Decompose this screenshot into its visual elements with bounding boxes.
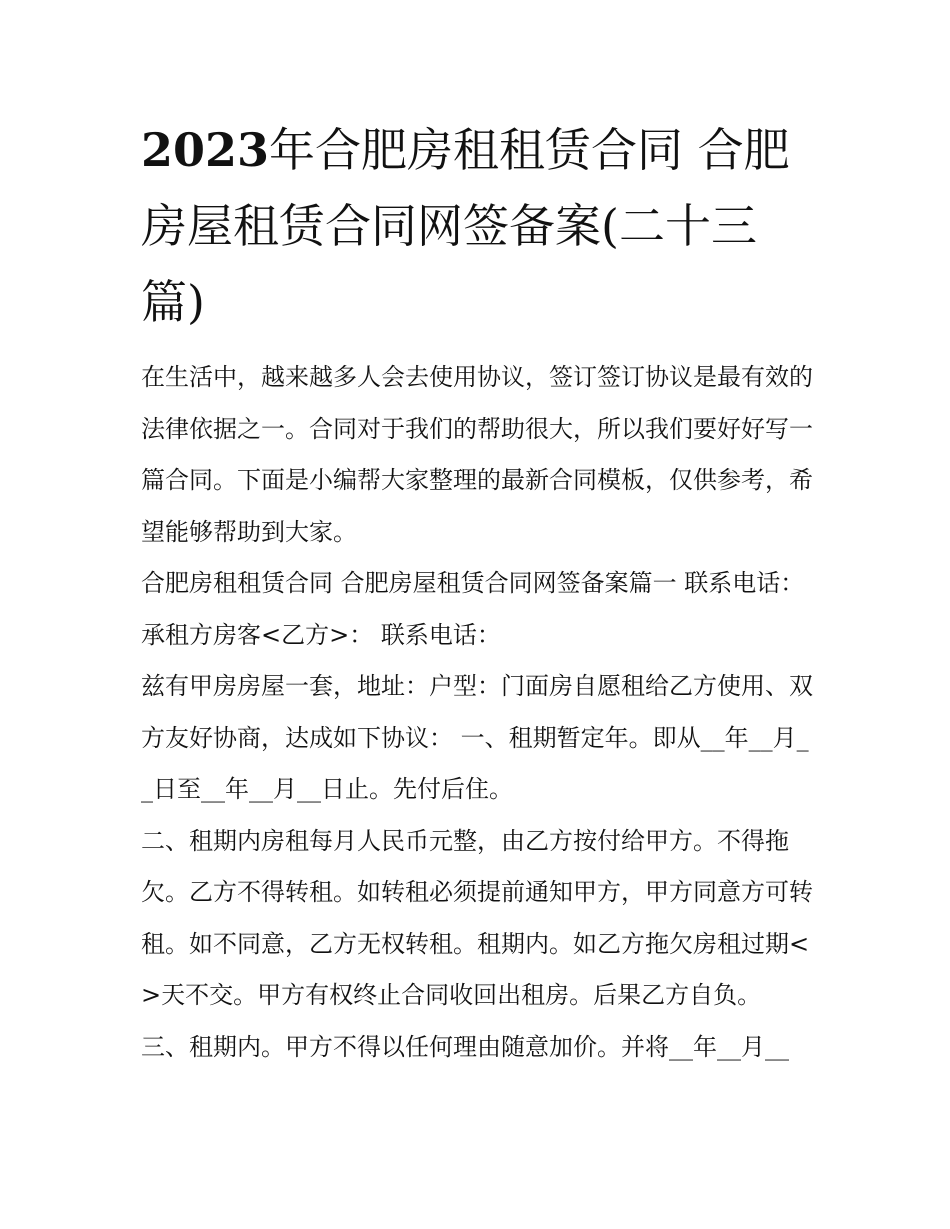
title-year: 2023: [141, 123, 270, 177]
paragraph-house-info: 兹有甲房房屋一套，地址：户型：门面房自愿租给乙方使用、双方友好协商，达成如下协议： 一、租期暂定年。即从__年__月__日至__年__月__日止。先付后住。: [141, 672, 813, 803]
document-page: [141, 112, 813, 1073]
paragraph-intro: 在生活中，越来越多人会去使用协议，签订签订协议是最有效的法律依据之一。合同对于我们的帮助很大，所以我们要好好写一篇合同。下面是小编帮大家整理的最新合同模板，仅供参考，希望能够帮助到大家。: [141, 363, 813, 546]
title-text: 年合肥房租租赁合同 合肥房屋租赁合同网签备案(二十三篇): [141, 123, 790, 329]
paragraph-contact: 合肥房租租赁合同 合肥房屋租赁合同网签备案篇一 联系电话： 承租方房客<乙方>： 联系电话：: [141, 569, 805, 649]
paragraph-rent-terms: 二、租期内房租每月人民币元整，由乙方按付给甲方。不得拖欠。乙方不得转租。如转租必须提前通知甲方，甲方同意方可转租。如不同意，乙方无权转租。租期内。如乙方拖欠房租过期<>天不交。甲方有权终止合同收回出租房。后果乙方自负。: [141, 826, 813, 1009]
document-title: [141, 112, 813, 340]
document-body: [141, 352, 813, 1073]
paragraph-price-terms: 三、租期内。甲方不得以任何理由随意加价。并将__年__月__: [141, 1032, 789, 1061]
